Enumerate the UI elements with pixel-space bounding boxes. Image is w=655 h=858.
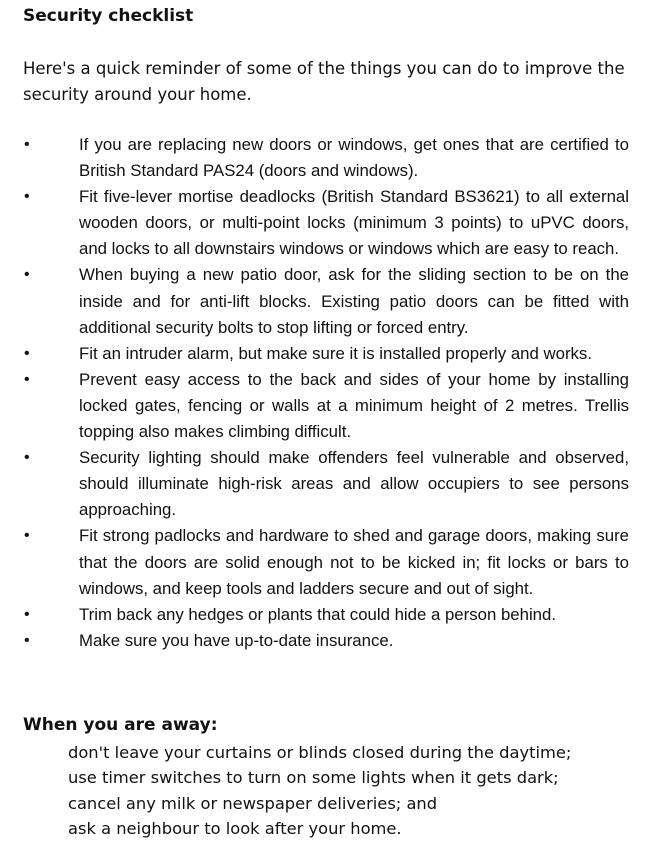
bullet-icon: • [24,266,30,284]
away-list [68,740,571,841]
checklist-item-text: Fit an intruder alarm, but make sure it is installed properly and works. [79,343,592,363]
away-item: don't leave your curtains or blinds closed during the daytime; [68,743,572,762]
checklist-item [0,445,629,523]
bullet-icon: • [24,188,30,206]
checklist-item [0,628,629,654]
checklist-item-text: When buying a new patio door, ask for the sliding section to be on the inside and for anti-lift blocks. Existing patio doors can be fitted with additional security bolts to stop lifting or forced entry. [79,265,629,337]
intro-paragraph: Here's a quick reminder of some of the things you can do to improve the security around your home. [23,59,625,104]
checklist-item [0,132,629,184]
checklist-item-text: Trim back any hedges or plants that could hide a person behind. [79,604,557,624]
checklist-item-text: Fit five-lever mortise deadlocks (British Standard BS3621) to all external wooden doors, or multi-point locks (minimum 3 points) to uPVC doors, and locks to all downstairs windows or windows which are easy to reach. [79,187,629,259]
bullet-icon: • [24,136,30,153]
checklist-item-text: If you are replacing new doors or windows, get ones that are certified to British Standard PAS24 (doors and windows). [79,135,629,181]
checklist-item [0,262,629,340]
checklist-item [0,367,629,445]
checklist-item-text: Security lighting should make offenders feel vulnerable and observed, should illuminate high-risk areas and allow occupiers to see persons approaching. [79,448,629,520]
away-item: use timer switches to turn on some lights when it gets dark; [68,768,559,788]
bullet-icon: • [24,370,30,388]
checklist-item-text: Fit strong padlocks and hardware to shed and garage doors, making sure that the doors are solid enough not to be kicked in; fit locks or bars to windows, and keep tools and ladders secure and out of sight. [79,526,629,598]
checklist-item-text: Prevent easy access to the back and sides of your home by installing locked gates, fencing or walls at a minimum height of 2 metres. Trellis topping also makes climbing difficult. [79,369,629,442]
checklist-item [0,523,629,601]
bullet-icon: • [24,344,30,362]
security-checklist [0,132,655,654]
checklist-item-text: Make sure you have up-to-date insurance. [79,630,394,650]
checklist-item [0,341,629,367]
page-title: Security checklist [23,6,194,26]
bullet-icon: • [24,527,30,545]
away-item: cancel any milk or newspaper deliveries; and [68,793,438,813]
away-heading: When you are away: [23,715,218,735]
away-item: ask a neighbour to look after your home. [68,818,402,838]
checklist-item [0,602,629,628]
checklist-item [0,184,629,262]
bullet-icon: • [24,605,30,623]
bullet-icon: • [24,449,30,467]
bullet-icon: • [24,631,30,649]
